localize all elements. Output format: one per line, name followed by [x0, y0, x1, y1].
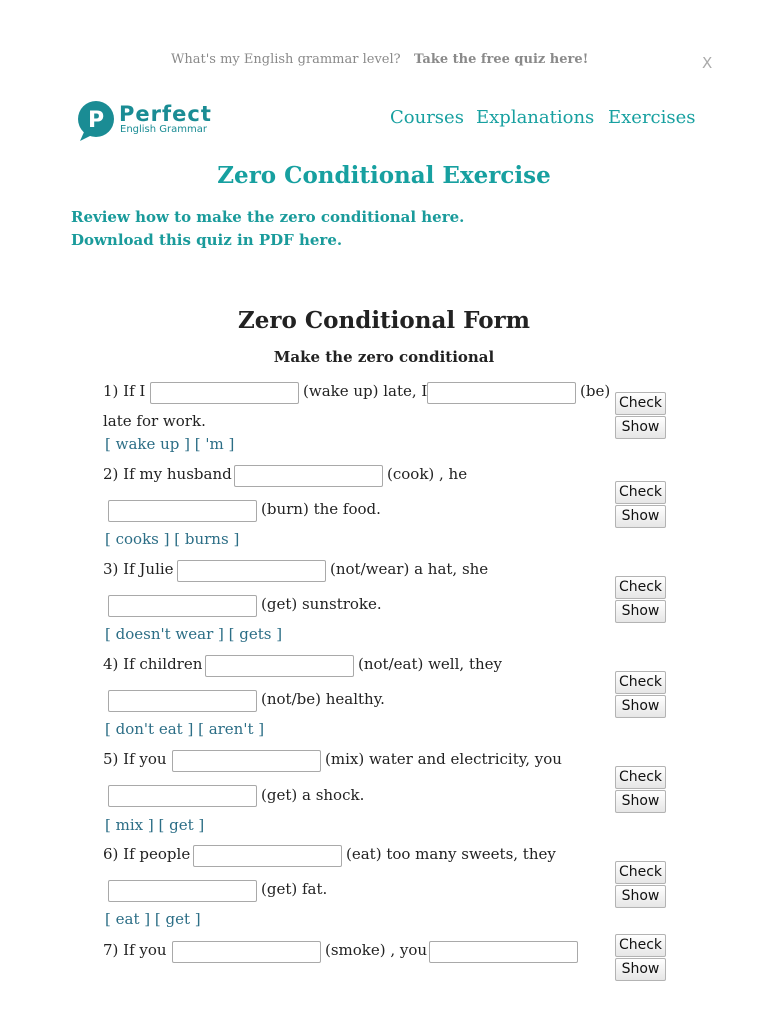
nav-explanations[interactable]: Explanations [476, 107, 595, 128]
site-logo[interactable] [76, 100, 216, 142]
question-text: (get) a shock. [261, 786, 365, 804]
question-text: (mix) water and electricity, you [325, 750, 562, 768]
question-text: 6) If people [103, 845, 191, 863]
show-button[interactable]: Show [615, 416, 666, 439]
question-text: late for work. [103, 412, 206, 430]
question-text: 7) If you [103, 941, 167, 959]
close-icon[interactable]: X [702, 54, 713, 72]
answer-input[interactable] [108, 690, 257, 712]
answer-input[interactable] [108, 785, 257, 807]
answer-key: [ wake up ] [ 'm ] [105, 435, 235, 453]
check-button[interactable]: Check [615, 392, 666, 415]
answer-input[interactable] [108, 595, 257, 617]
answer-input[interactable] [205, 655, 354, 677]
download-pdf-link[interactable]: Download this quiz in PDF here. [71, 231, 343, 249]
question-text: (eat) too many sweets, they [346, 845, 556, 863]
quiz-banner-question: What's my English grammar level? [171, 52, 401, 67]
answer-key: [ eat ] [ get ] [105, 910, 201, 928]
instructions: Make the zero conditional [273, 348, 495, 366]
answer-input[interactable] [150, 382, 299, 404]
question-text: (smoke) , you [325, 941, 428, 959]
answer-input[interactable] [427, 382, 576, 404]
answer-input[interactable] [193, 845, 342, 867]
logo-letter: P [87, 108, 105, 133]
page-title: Zero Conditional Exercise [217, 162, 551, 189]
check-button[interactable]: Check [615, 576, 666, 599]
answer-input[interactable] [108, 500, 257, 522]
answer-input[interactable] [108, 880, 257, 902]
section-title: Zero Conditional Form [237, 307, 530, 334]
question-text: (cook) , he [387, 465, 468, 483]
question-text: (wake up) late, I [303, 382, 428, 400]
check-button[interactable]: Check [615, 766, 666, 789]
logo-badge-icon [76, 100, 116, 142]
question-text: 4) If children [103, 655, 203, 673]
answer-input[interactable] [234, 465, 383, 487]
logo-word: Perfect [119, 102, 212, 126]
check-button[interactable]: Check [615, 481, 666, 504]
question-text: (burn) the food. [261, 500, 381, 518]
answer-key: [ cooks ] [ burns ] [105, 530, 240, 548]
question-text: (not/be) healthy. [261, 690, 385, 708]
show-button[interactable]: Show [615, 958, 666, 981]
check-button[interactable]: Check [615, 934, 666, 957]
answer-input[interactable] [429, 941, 578, 963]
answer-input[interactable] [177, 560, 326, 582]
answer-key: [ mix ] [ get ] [105, 816, 205, 834]
logo-subtitle: English Grammar [120, 124, 207, 135]
review-link[interactable]: Review how to make the zero conditional here. [71, 208, 465, 226]
question-text: (get) fat. [261, 880, 328, 898]
answer-input[interactable] [172, 941, 321, 963]
show-button[interactable]: Show [615, 885, 666, 908]
nav-exercises[interactable]: Exercises [608, 107, 696, 128]
show-button[interactable]: Show [615, 695, 666, 718]
show-button[interactable]: Show [615, 790, 666, 813]
question-text: (get) sunstroke. [261, 595, 382, 613]
answer-key: [ don't eat ] [ aren't ] [105, 720, 265, 738]
check-button[interactable]: Check [615, 861, 666, 884]
question-text: 3) If Julie [103, 560, 174, 578]
question-text: 2) If my husband [103, 465, 232, 483]
answer-key: [ doesn't wear ] [ gets ] [105, 625, 283, 643]
question-text: 5) If you [103, 750, 167, 768]
question-text: (be) [580, 382, 611, 400]
answer-input[interactable] [172, 750, 321, 772]
check-button[interactable]: Check [615, 671, 666, 694]
question-text: 1) If I [103, 382, 146, 400]
show-button[interactable]: Show [615, 505, 666, 528]
question-text: (not/wear) a hat, she [330, 560, 489, 578]
show-button[interactable]: Show [615, 600, 666, 623]
nav-courses[interactable]: Courses [390, 107, 464, 128]
quiz-banner-link[interactable]: Take the free quiz here! [414, 52, 589, 67]
question-text: (not/eat) well, they [358, 655, 502, 673]
